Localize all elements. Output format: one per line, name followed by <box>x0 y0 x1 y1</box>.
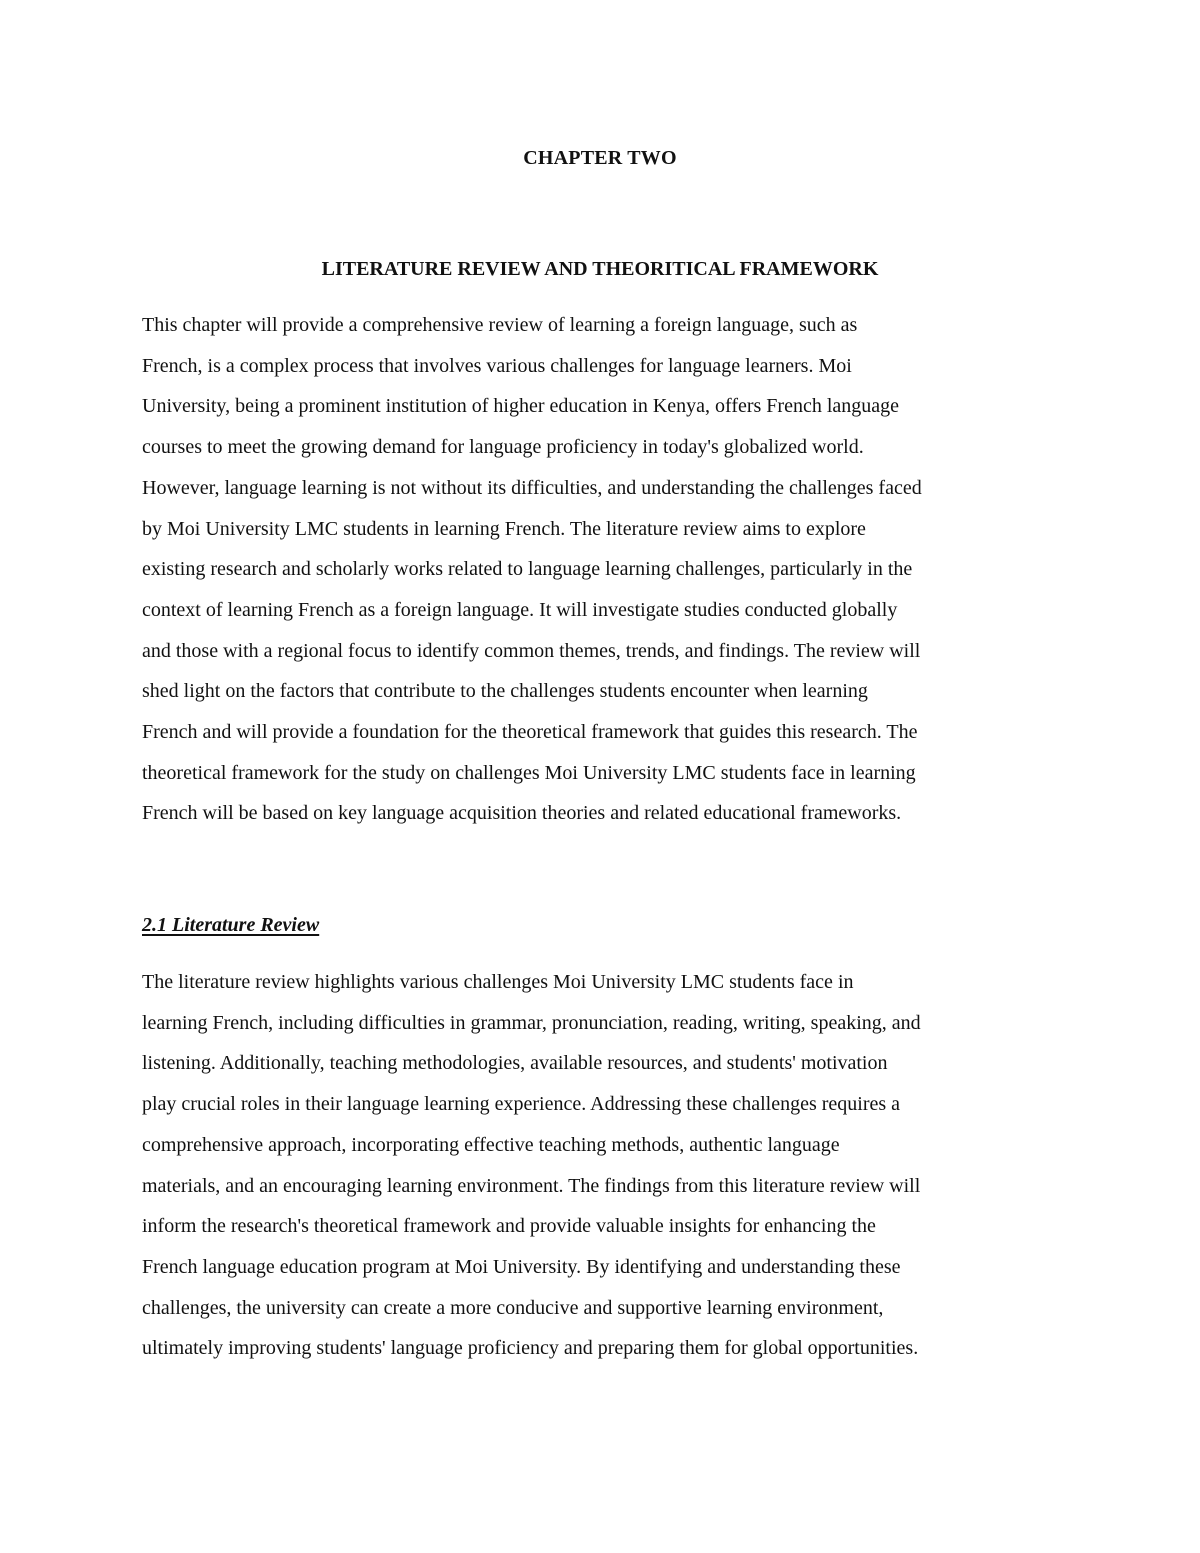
text-line: play crucial roles in their language learning experience. Addressing these challenges requires a <box>142 1093 901 1116</box>
text-line: French language education program at Moi University. By identifying and understanding these <box>142 1255 901 1278</box>
text-line: theoretical framework for the study on challenges Moi University LMC students face in learning <box>142 761 916 784</box>
text-line: courses to meet the growing demand for language proficiency in today's globalized world. <box>142 436 864 459</box>
text-line: French, is a complex process that involves various challenges for language learners. Moi <box>142 354 852 377</box>
text-line: French and will provide a foundation for the theoretical framework that guides this research. The <box>142 721 918 744</box>
chapter-title: CHAPTER TWO <box>523 147 677 169</box>
text-line: by Moi University LMC students in learning French. The literature review aims to explore <box>142 517 866 540</box>
text-line: The literature review highlights various challenges Moi University LMC students face in <box>142 971 854 993</box>
text-line: learning French, including difficulties in grammar, pronunciation, reading, writing, speaking, and <box>142 1011 921 1034</box>
text-line: This chapter will provide a comprehensive review of learning a foreign language, such as <box>142 314 858 336</box>
text-line: context of learning French as a foreign language. It will investigate studies conducted globally <box>142 598 898 621</box>
section-heading: LITERATURE REVIEW AND THEORITICAL FRAMEWORK <box>321 258 879 280</box>
text-line: and those with a regional focus to identify common themes, trends, and findings. The review will <box>142 639 921 662</box>
subsection-heading: 2.1 Literature Review <box>142 914 320 936</box>
intro-paragraph <box>142 305 1067 834</box>
text-line: existing research and scholarly works related to language learning challenges, particularly in the <box>142 558 913 581</box>
text-line: French will be based on key language acquisition theories and related educational frameworks. <box>142 802 902 825</box>
text-line: comprehensive approach, incorporating effective teaching methods, authentic language <box>142 1133 840 1156</box>
text-line: listening. Additionally, teaching methodologies, available resources, and students' motivation <box>142 1052 888 1075</box>
text-line: inform the research's theoretical framework and provide valuable insights for enhancing the <box>142 1215 876 1238</box>
text-line: shed light on the factors that contribute to the challenges students encounter when learning <box>142 680 868 703</box>
text-line: ultimately improving students' language proficiency and preparing them for global opportunities. <box>142 1337 919 1360</box>
text-line: challenges, the university can create a more conducive and supportive learning environment, <box>142 1296 884 1319</box>
text-line: materials, and an encouraging learning environment. The findings from this literature review will <box>142 1174 921 1197</box>
text-line: However, language learning is not without its difficulties, and understanding the challenges faced <box>142 476 922 499</box>
text-line: University, being a prominent institution of higher education in Kenya, offers French language <box>142 395 900 418</box>
review-paragraph <box>142 962 1067 1369</box>
